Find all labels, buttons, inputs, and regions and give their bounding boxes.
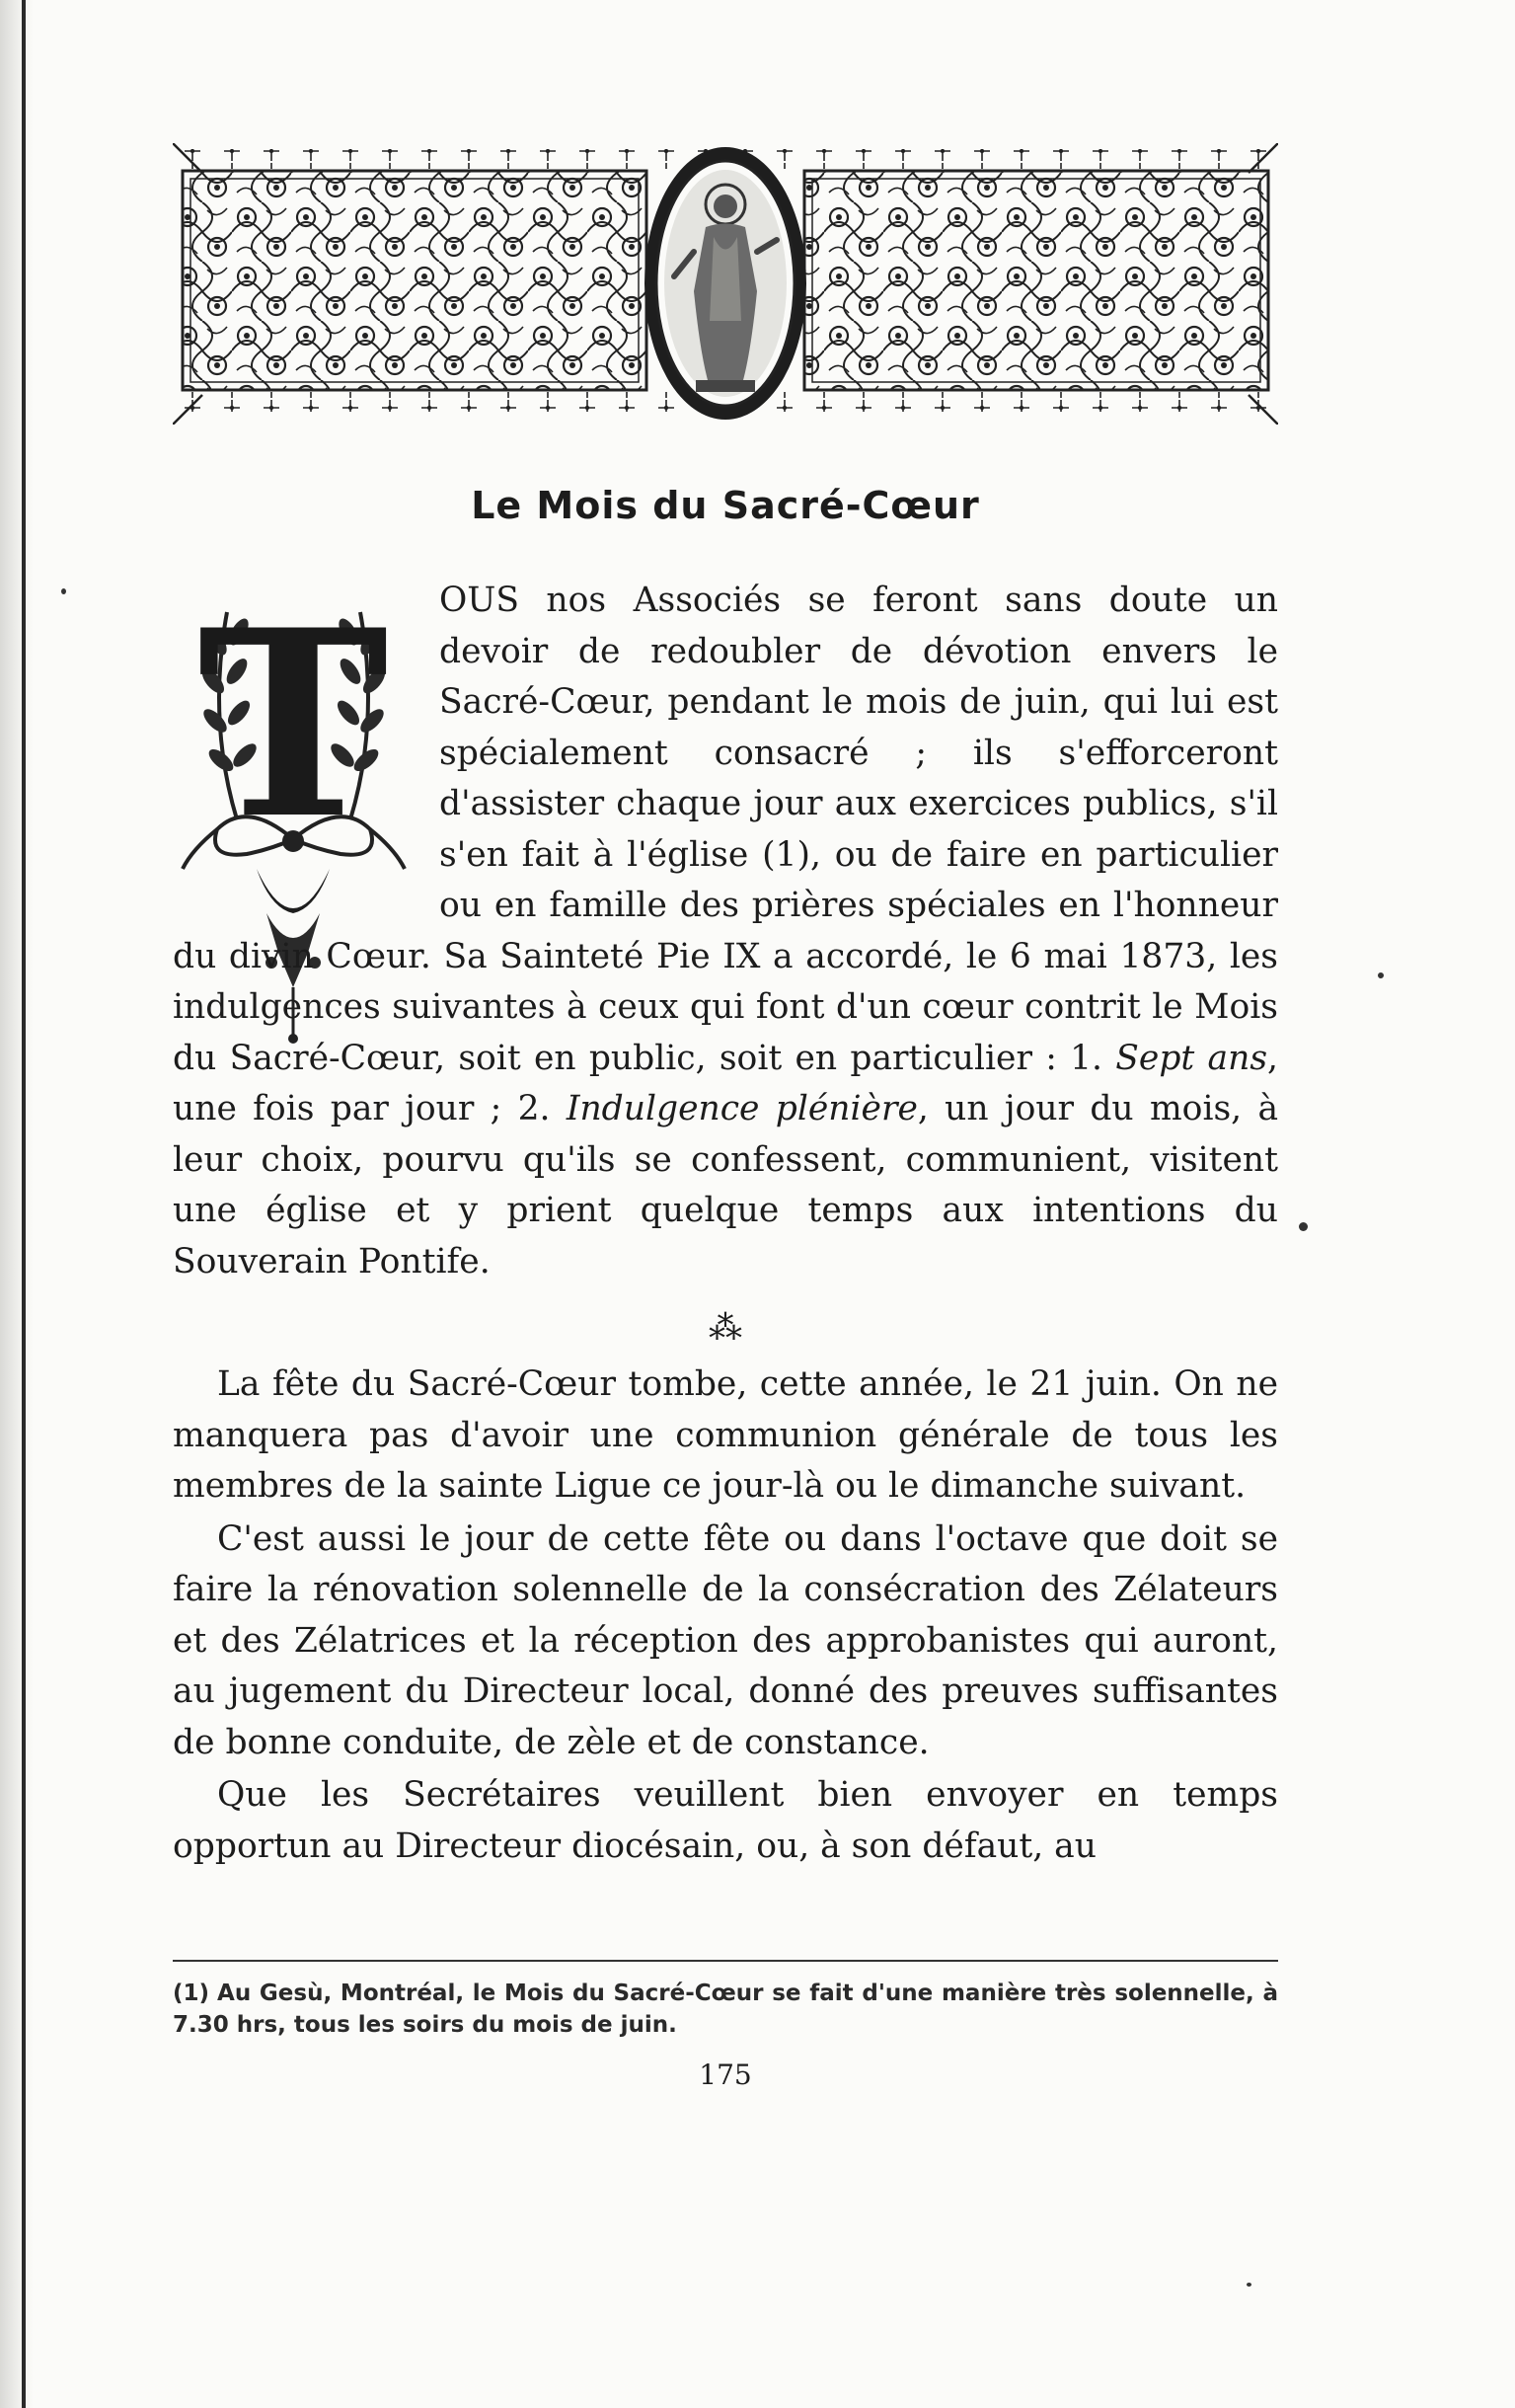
- book-spine-shadow: [0, 0, 34, 2408]
- paragraph: C'est aussi le jour de cette fête ou dans l'octave que doit se faire la rénovation solennelle de la consécration des Zélateurs et des Zélatrices et la réception des approbanistes qui auront, au jugement du Directeur local, donné des preuves suffisantes de bonne conduite, de zèle et de constance.: [173, 1518, 1278, 1762]
- ink-speck: [1299, 1222, 1308, 1231]
- drop-cap-letter: T: [197, 575, 389, 876]
- book-spine-edge: [22, 0, 26, 2408]
- italic-term: Indulgence plénière: [566, 1089, 918, 1128]
- section-body: [173, 1359, 1278, 1874]
- footnote-text: Au Gesù, Montréal, le Mois du Sacré-Cœur se fait d'une manière très solennelle, à 7.30 hrs, tous les soirs du mois de juin.: [173, 1981, 1278, 2038]
- page-number: 175: [699, 2058, 752, 2091]
- footnote-mark: (1): [173, 1981, 210, 2006]
- drop-cap-space: [173, 576, 439, 926]
- page-title: Le Mois du Sacré-Cœur: [471, 484, 980, 527]
- ink-speck: [61, 588, 66, 594]
- footnote: [173, 1978, 1278, 2041]
- italic-term: Sept ans: [1115, 1038, 1268, 1078]
- asterism-divider: ⁂: [709, 1308, 742, 1348]
- paragraph: La fête du Sacré-Cœur tombe, cette année, le 21 juin. On ne manquera pas d'avoir une communion générale de tous les membres de la sainte Ligue ce jour-là ou le dimanche suivant.: [173, 1364, 1278, 1506]
- paragraph-text: , une fois par jour ; 2.: [173, 1038, 1279, 1128]
- ornamental-banner: [173, 143, 1278, 425]
- page: [173, 143, 1278, 2315]
- intro-paragraph: [173, 576, 1278, 1287]
- paragraph: Que les Secrétaires veuillent bien envoyer en temps opportun au Directeur diocésain, ou, à son défaut, au: [173, 1775, 1278, 1866]
- paragraph-text: , un jour du mois, à leur choix, pourvu qu'ils se confessent, communient, visitent une église et y prient quelque temps aux intentions du Souverain Pontife.: [173, 1089, 1279, 1282]
- ink-speck: [1378, 972, 1384, 978]
- footnote-rule: [173, 1960, 1278, 1962]
- paragraph-text: OUS nos Associés se feront sans doute un devoir de redoubler de dévotion envers le Sacré-Cœur, pendant le mois de juin, qui lui est spécialement consacré ; ils s'efforceront d'assister chaque jour aux exercices publics, s'il s'en fait à l'église (1), ou de faire en particulier ou en famille des prières spéciales en l'honneur du divin Cœur. Sa Sainteté Pie IX a accordé, le 6 mai 1873, les indulgences suivantes à ceux qui font d'un cœur contrit le Mois du Sacré-Cœur, soit en public, soit en particulier : 1.: [173, 581, 1278, 1078]
